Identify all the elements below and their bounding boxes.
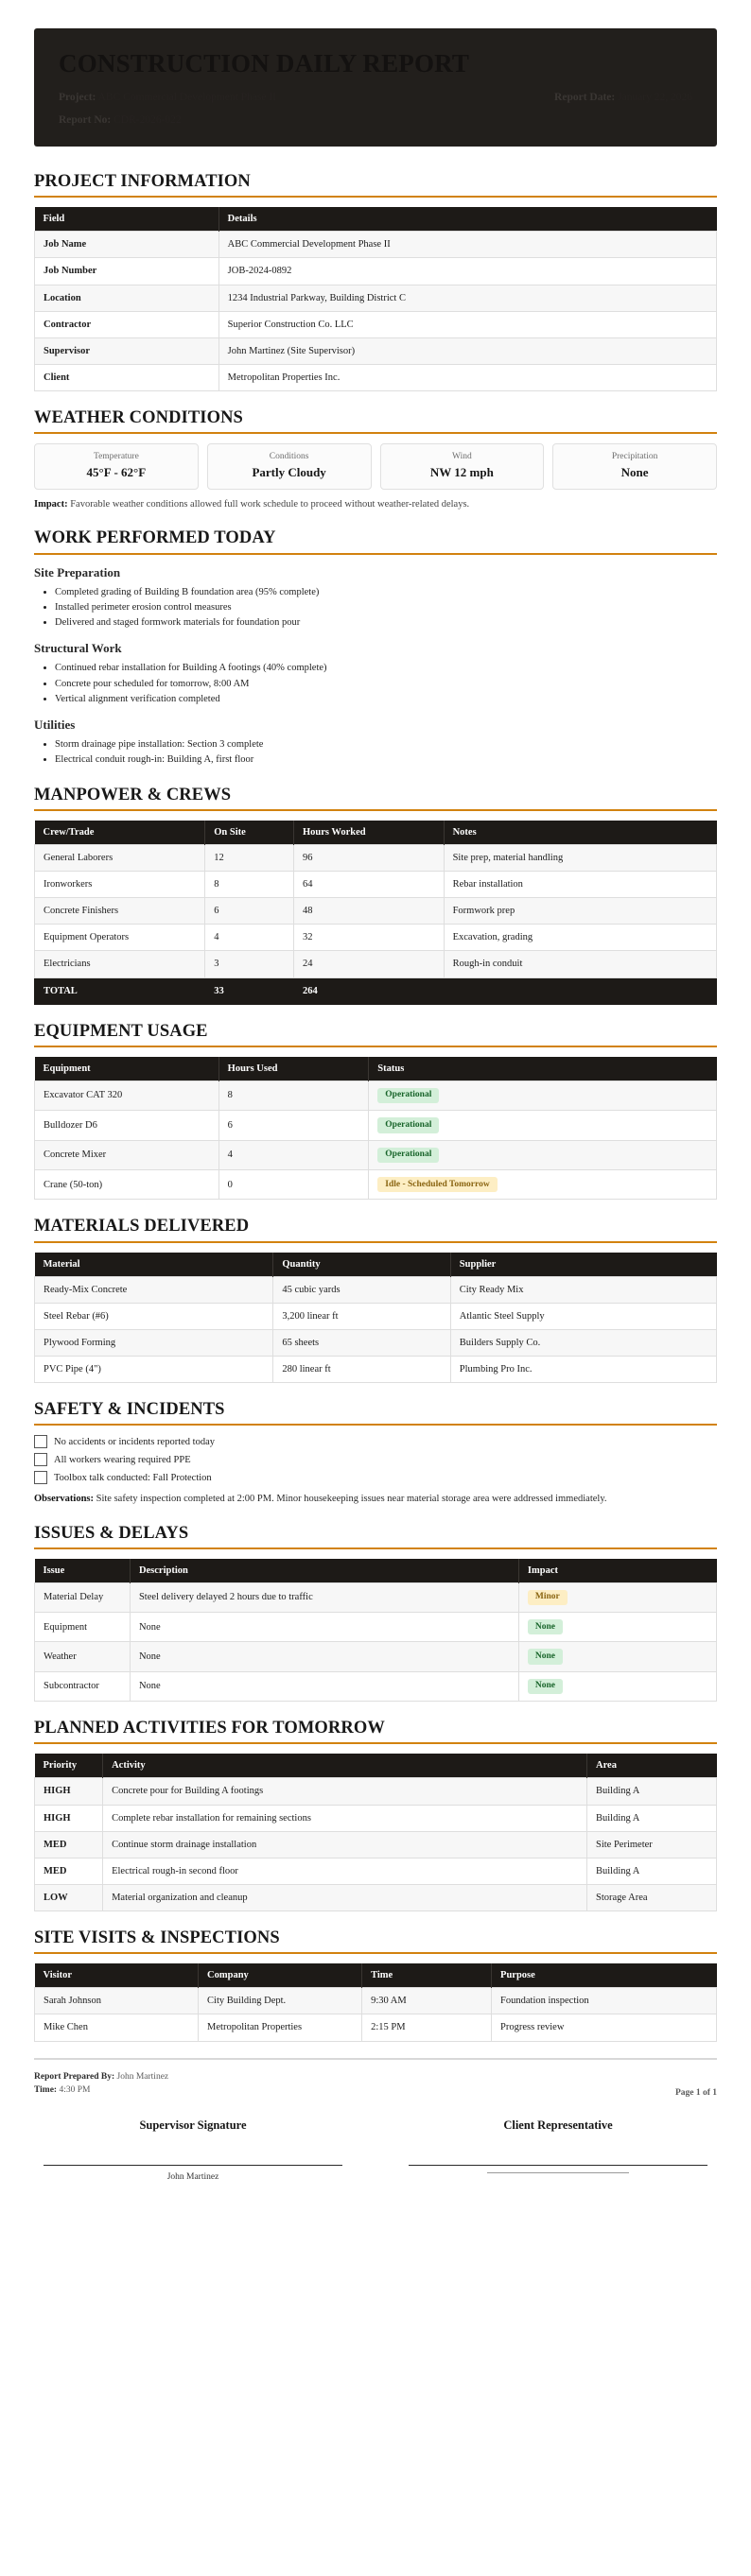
- signature-blank-line: [487, 2172, 629, 2173]
- cell-priority: HIGH: [35, 1805, 103, 1831]
- weather-card-label: Conditions: [269, 452, 309, 462]
- cell-area: Storage Area: [587, 1884, 717, 1910]
- cell-hours-used: 6: [218, 1111, 369, 1140]
- list-item: • Concrete pour scheduled for tomorrow, 8:00 AM: [55, 677, 717, 692]
- table-header-row: [35, 821, 717, 845]
- cell-area: Building A: [587, 1778, 717, 1805]
- column-header-notes: Notes: [444, 821, 716, 845]
- cell-details: Superior Construction Co. LLC: [218, 311, 716, 337]
- cell-field: Contractor: [35, 311, 219, 337]
- list-item: • Completed grading of Building B foundation area (95% complete): [55, 585, 717, 600]
- cell-issue: Material Delay: [35, 1582, 131, 1612]
- section-title: ISSUES & DELAYS: [34, 1523, 189, 1543]
- column-header-material: Material: [35, 1253, 273, 1277]
- table-row: [35, 1356, 717, 1382]
- column-header-field: Field: [35, 207, 219, 232]
- section-title: MANPOWER & CREWS: [34, 785, 232, 804]
- list-item: • Installed perimeter erosion control measures: [55, 600, 717, 615]
- signature-block-supervisor: [34, 2118, 352, 2185]
- cell-crew: Ironworkers: [35, 872, 205, 898]
- observations-text: Site safety inspection completed at 2:00 PM. Minor housekeeping issues near material storage area were addressed immediately.: [96, 1494, 607, 1505]
- cell-description: None: [130, 1613, 518, 1642]
- cell-activity: Material organization and cleanup: [103, 1884, 587, 1910]
- cell-equipment: Excavator CAT 320: [35, 1081, 219, 1110]
- work-group-list-utilities: [34, 737, 717, 769]
- cell-priority: MED: [35, 1831, 103, 1858]
- cell-field: Job Name: [35, 232, 219, 258]
- cell-equipment: Bulldozer D6: [35, 1111, 219, 1140]
- column-header-time: Time: [362, 1963, 492, 1988]
- report-no-value: CDR-2026-022: [114, 114, 182, 127]
- column-header-impact: Impact: [518, 1559, 716, 1583]
- cell-status: [369, 1170, 717, 1200]
- cell-issue: Equipment: [35, 1613, 131, 1642]
- work-group-title-site-preparation: Site Preparation: [34, 564, 121, 579]
- column-header-status: Status: [369, 1057, 717, 1081]
- table-row: [35, 232, 717, 258]
- cell-total-onsite: 33: [205, 977, 294, 1004]
- column-header-purpose: Purpose: [492, 1963, 717, 1988]
- cell-quantity: 65 sheets: [273, 1329, 450, 1356]
- list-item: • Electrical conduit rough-in: Building A, first floor: [55, 752, 717, 768]
- cell-company: City Building Dept.: [199, 1988, 362, 2014]
- checkbox-icon[interactable]: [34, 1435, 47, 1448]
- status-badge: Operational: [377, 1088, 439, 1103]
- safety-observations: [34, 1492, 717, 1506]
- cell-material: Plywood Forming: [35, 1329, 273, 1356]
- cell-total-label: TOTAL: [35, 977, 205, 1004]
- cell-hours-used: 4: [218, 1140, 369, 1169]
- time-line: [34, 2083, 168, 2098]
- table-row: [35, 1582, 717, 1612]
- table-row: [35, 844, 717, 871]
- table-row: [35, 951, 717, 977]
- table-row: [35, 1988, 717, 2014]
- cell-crew: Equipment Operators: [35, 925, 205, 951]
- cell-time: 2:15 PM: [362, 2014, 492, 2041]
- section-title: PLANNED ACTIVITIES FOR TOMORROW: [34, 1719, 385, 1738]
- time-label: Time:: [34, 2085, 58, 2096]
- cell-onsite: 6: [205, 898, 294, 925]
- table-row: [35, 285, 717, 311]
- cell-equipment: Crane (50-ton): [35, 1170, 219, 1200]
- table-header-row: [35, 1057, 717, 1081]
- cell-details: John Martinez (Site Supervisor): [218, 337, 716, 364]
- section-rule: [34, 553, 717, 555]
- project-meta: [59, 91, 276, 105]
- cell-equipment: Concrete Mixer: [35, 1140, 219, 1169]
- cell-crew: General Laborers: [35, 844, 205, 871]
- report-no-label: Report No:: [59, 114, 112, 127]
- cell-impact: [518, 1582, 716, 1612]
- table-row: [35, 925, 717, 951]
- cell-issue: Subcontractor: [35, 1671, 131, 1701]
- work-group-title-structural-work: Structural Work: [34, 641, 122, 656]
- weather-card-precipitation: [552, 443, 717, 490]
- signature-line[interactable]: [44, 2165, 342, 2166]
- table-row: [35, 872, 717, 898]
- cell-details: ABC Commercial Development Phase II: [218, 232, 716, 258]
- cell-area: Building A: [587, 1805, 717, 1831]
- signature-block-client: [399, 2118, 717, 2185]
- report-date-label: Report Date:: [554, 92, 616, 104]
- cell-notes: Formwork prep: [444, 898, 716, 925]
- table-row: [35, 364, 717, 390]
- section-planned-activities: [34, 1718, 717, 1911]
- section-rule: [34, 1952, 717, 1954]
- prepared-by-value: John Martinez: [116, 2071, 169, 2082]
- signature-name: John Martinez: [166, 2171, 219, 2182]
- cell-total-hours: 264: [293, 977, 444, 1004]
- footer-divider: [34, 2058, 717, 2060]
- cell-hours: 96: [293, 844, 444, 871]
- materials-table: [34, 1253, 717, 1384]
- footer-top: [34, 2070, 717, 2098]
- section-title: SITE VISITS & INSPECTIONS: [34, 1928, 280, 1948]
- cell-hours-used: 8: [218, 1081, 369, 1110]
- weather-card-label: Temperature: [93, 452, 139, 462]
- section-weather-conditions: [34, 407, 717, 511]
- prepared-by-label: Report Prepared By:: [34, 2071, 115, 2082]
- cell-activity: Continue storm drainage installation: [103, 1831, 587, 1858]
- cell-material: Steel Rebar (#6): [35, 1303, 273, 1329]
- cell-hours: 64: [293, 872, 444, 898]
- cell-issue: Weather: [35, 1642, 131, 1671]
- cell-description: None: [130, 1642, 518, 1671]
- table-row: [35, 1613, 717, 1642]
- project-information-table: [34, 207, 717, 391]
- cell-crew: Concrete Finishers: [35, 898, 205, 925]
- section-equipment-usage: [34, 1021, 717, 1201]
- planned-activities-table: [34, 1754, 717, 1911]
- table-row: [35, 1303, 717, 1329]
- section-title: WEATHER CONDITIONS: [34, 408, 243, 428]
- cell-activity: Complete rebar installation for remaining sections: [103, 1805, 587, 1831]
- section-title: WORK PERFORMED TODAY: [34, 528, 276, 548]
- cell-impact: [518, 1671, 716, 1701]
- list-item: • Continued rebar installation for Building A footings (40% complete): [55, 661, 717, 676]
- cell-notes: Rebar installation: [444, 872, 716, 898]
- column-header-crew: Crew/Trade: [35, 821, 205, 845]
- column-header-activity: Activity: [103, 1754, 587, 1778]
- cell-hours: 48: [293, 898, 444, 925]
- cell-hours: 32: [293, 925, 444, 951]
- list-item: • Storm drainage pipe installation: Section 3 complete: [55, 737, 717, 752]
- cell-quantity: 3,200 linear ft: [273, 1303, 450, 1329]
- cell-status: [369, 1081, 717, 1110]
- cell-status: [369, 1140, 717, 1169]
- section-work-performed: [34, 527, 717, 768]
- cell-quantity: 280 linear ft: [273, 1356, 450, 1382]
- table-row: [35, 1081, 717, 1110]
- table-row: [35, 1671, 717, 1701]
- list-item: • Vertical alignment verification completed: [55, 692, 717, 707]
- section-safety-incidents: [34, 1399, 717, 1506]
- table-header-row: [35, 1754, 717, 1778]
- signature-line[interactable]: [409, 2165, 707, 2166]
- cell-field: Client: [35, 364, 219, 390]
- cell-supplier: Atlantic Steel Supply: [450, 1303, 716, 1329]
- page-number: Page 1 of 1: [674, 2087, 717, 2098]
- column-header-priority: Priority: [35, 1754, 103, 1778]
- header-meta-row-2: [59, 113, 692, 128]
- weather-card-grid: [34, 443, 717, 490]
- signature-grid: [34, 2118, 717, 2185]
- status-badge: Idle - Scheduled Tomorrow: [377, 1177, 497, 1192]
- column-header-visitor: Visitor: [35, 1963, 199, 1988]
- weather-card-temperature: [34, 443, 199, 490]
- weather-impact-text: Favorable weather conditions allowed full work schedule to proceed without weather-related delays.: [70, 499, 470, 510]
- section-project-information: [34, 171, 717, 391]
- impact-badge: None: [528, 1619, 563, 1634]
- cell-crew: Electricians: [35, 951, 205, 977]
- signature-title: Client Representative: [503, 2118, 613, 2132]
- cell-description: Steel delivery delayed 2 hours due to traffic: [130, 1582, 518, 1612]
- section-title: MATERIALS DELIVERED: [34, 1217, 250, 1236]
- column-header-issue: Issue: [35, 1559, 131, 1583]
- safety-check-row[interactable]: [34, 1471, 717, 1484]
- cell-impact: [518, 1642, 716, 1671]
- impact-badge: None: [528, 1649, 563, 1664]
- weather-card-value: 45°F - 62°F: [86, 465, 147, 480]
- table-row: [35, 1642, 717, 1671]
- page-title: CONSTRUCTION DAILY REPORT: [59, 49, 470, 78]
- table-row: [35, 1805, 717, 1831]
- section-rule: [34, 809, 717, 811]
- cell-field: Location: [35, 285, 219, 311]
- cell-supplier: City Ready Mix: [450, 1276, 716, 1303]
- section-materials-delivered: [34, 1216, 717, 1383]
- cell-onsite: 3: [205, 951, 294, 977]
- column-header-details: Details: [218, 207, 716, 232]
- time-value: 4:30 PM: [59, 2085, 91, 2096]
- weather-card-label: Precipitation: [611, 452, 658, 462]
- weather-impact-label: Impact:: [34, 499, 68, 510]
- safety-check-label: Toolbox talk conducted: Fall Protection: [54, 1472, 212, 1483]
- weather-card-value: Partly Cloudy: [252, 465, 326, 480]
- prepared-by-line: [34, 2070, 168, 2084]
- report-header-banner: [34, 28, 717, 147]
- cell-description: None: [130, 1671, 518, 1701]
- section-title: PROJECT INFORMATION: [34, 172, 251, 192]
- table-row: [35, 1858, 717, 1884]
- section-rule: [34, 1241, 717, 1243]
- section-title: SAFETY & INCIDENTS: [34, 1400, 225, 1420]
- table-header-row: [35, 1559, 717, 1583]
- safety-check-row[interactable]: [34, 1453, 717, 1466]
- cell-hours-used: 0: [218, 1170, 369, 1200]
- cell-visitor: Mike Chen: [35, 2014, 199, 2041]
- checkbox-icon[interactable]: [34, 1453, 47, 1466]
- cell-material: Ready-Mix Concrete: [35, 1276, 273, 1303]
- section-issues-delays: [34, 1523, 717, 1703]
- issues-table: [34, 1559, 717, 1703]
- cell-onsite: 8: [205, 872, 294, 898]
- column-header-onsite: On Site: [205, 821, 294, 845]
- safety-check-row[interactable]: [34, 1435, 717, 1448]
- safety-check-label: All workers wearing required PPE: [54, 1454, 191, 1465]
- list-item: • Delivered and staged formwork materials for foundation pour: [55, 615, 717, 631]
- column-header-description: Description: [130, 1559, 518, 1583]
- status-badge: Operational: [377, 1117, 439, 1132]
- column-header-supplier: Supplier: [450, 1253, 716, 1277]
- column-header-equipment: Equipment: [35, 1057, 219, 1081]
- table-row: [35, 311, 717, 337]
- column-header-quantity: Quantity: [273, 1253, 450, 1277]
- site-visits-table: [34, 1963, 717, 2041]
- cell-supplier: Plumbing Pro Inc.: [450, 1356, 716, 1382]
- cell-total-notes: [444, 977, 716, 1004]
- cell-company: Metropolitan Properties: [199, 2014, 362, 2041]
- column-header-company: Company: [199, 1963, 362, 1988]
- table-row: [35, 1170, 717, 1200]
- report-date-meta: [554, 91, 692, 105]
- table-row: [35, 2014, 717, 2041]
- cell-purpose: Foundation inspection: [492, 1988, 717, 2014]
- checkbox-icon[interactable]: [34, 1471, 47, 1484]
- weather-card-wind: [380, 443, 545, 490]
- work-group-list-site-preparation: [34, 585, 717, 631]
- cell-visitor: Sarah Johnson: [35, 1988, 199, 2014]
- cell-priority: HIGH: [35, 1778, 103, 1805]
- cell-priority: MED: [35, 1858, 103, 1884]
- section-rule: [34, 1046, 717, 1047]
- work-group-title-utilities: Utilities: [34, 717, 76, 733]
- report-no-meta: [59, 113, 182, 128]
- table-row: [35, 1140, 717, 1169]
- section-rule: [34, 1742, 717, 1744]
- table-row: [35, 1276, 717, 1303]
- cell-time: 9:30 AM: [362, 1988, 492, 2014]
- cell-details: 1234 Industrial Parkway, Building District C: [218, 285, 716, 311]
- cell-impact: [518, 1613, 716, 1642]
- header-meta-row-1: [59, 91, 692, 105]
- cell-activity: Electrical rough-in second floor: [103, 1858, 587, 1884]
- impact-badge: None: [528, 1679, 563, 1694]
- signature-title: Supervisor Signature: [139, 2118, 247, 2132]
- table-header-row: [35, 207, 717, 232]
- cell-notes: Site prep, material handling: [444, 844, 716, 871]
- cell-onsite: 4: [205, 925, 294, 951]
- weather-card-value: NW 12 mph: [429, 465, 494, 480]
- cell-quantity: 45 cubic yards: [273, 1276, 450, 1303]
- table-row: [35, 1329, 717, 1356]
- table-row: [35, 1831, 717, 1858]
- report-prepared-block: [34, 2070, 168, 2098]
- cell-area: Site Perimeter: [587, 1831, 717, 1858]
- cell-details: JOB-2024-0892: [218, 258, 716, 285]
- table-header-row: [35, 1253, 717, 1277]
- cell-supplier: Builders Supply Co.: [450, 1329, 716, 1356]
- weather-impact: [34, 498, 717, 511]
- project-label: Project:: [59, 92, 96, 104]
- table-row: [35, 258, 717, 285]
- cell-hours: 24: [293, 951, 444, 977]
- section-site-visits: [34, 1928, 717, 2041]
- column-header-area: Area: [587, 1754, 717, 1778]
- section-rule: [34, 1547, 717, 1549]
- signature-name: [399, 2172, 717, 2185]
- cell-priority: LOW: [35, 1884, 103, 1910]
- manpower-table: [34, 821, 717, 1005]
- impact-badge: Minor: [528, 1590, 568, 1605]
- cell-purpose: Progress review: [492, 2014, 717, 2041]
- project-value: ABC Commercial Development Phase II: [97, 92, 277, 104]
- table-row: [35, 1884, 717, 1910]
- cell-details: Metropolitan Properties Inc.: [218, 364, 716, 390]
- cell-onsite: 12: [205, 844, 294, 871]
- section-rule: [34, 1424, 717, 1426]
- cell-material: PVC Pipe (4"): [35, 1356, 273, 1382]
- cell-notes: Rough-in conduit: [444, 951, 716, 977]
- status-badge: Operational: [377, 1148, 439, 1163]
- table-row: [35, 898, 717, 925]
- weather-card-conditions: [207, 443, 372, 490]
- report-date-value: January 22, 2026: [618, 92, 692, 104]
- table-row: [35, 337, 717, 364]
- section-manpower-crews: [34, 785, 717, 1005]
- table-row: [35, 1778, 717, 1805]
- column-header-hours-used: Hours Used: [218, 1057, 369, 1081]
- table-total-row: [35, 977, 717, 1004]
- weather-card-value: None: [620, 465, 649, 480]
- cell-field: Supervisor: [35, 337, 219, 364]
- cell-activity: Concrete pour for Building A footings: [103, 1778, 587, 1805]
- column-header-hours: Hours Worked: [293, 821, 444, 845]
- cell-status: [369, 1111, 717, 1140]
- equipment-table: [34, 1057, 717, 1201]
- work-group-list-structural-work: [34, 661, 717, 707]
- weather-card-label: Wind: [452, 452, 472, 462]
- section-rule: [34, 196, 717, 198]
- observations-label: Observations:: [34, 1494, 94, 1505]
- cell-area: Building A: [587, 1858, 717, 1884]
- cell-notes: Excavation, grading: [444, 925, 716, 951]
- cell-field: Job Number: [35, 258, 219, 285]
- table-header-row: [35, 1963, 717, 1988]
- section-title: EQUIPMENT USAGE: [34, 1021, 208, 1041]
- safety-check-label: No accidents or incidents reported today: [54, 1436, 215, 1447]
- section-rule: [34, 432, 717, 434]
- table-row: [35, 1111, 717, 1140]
